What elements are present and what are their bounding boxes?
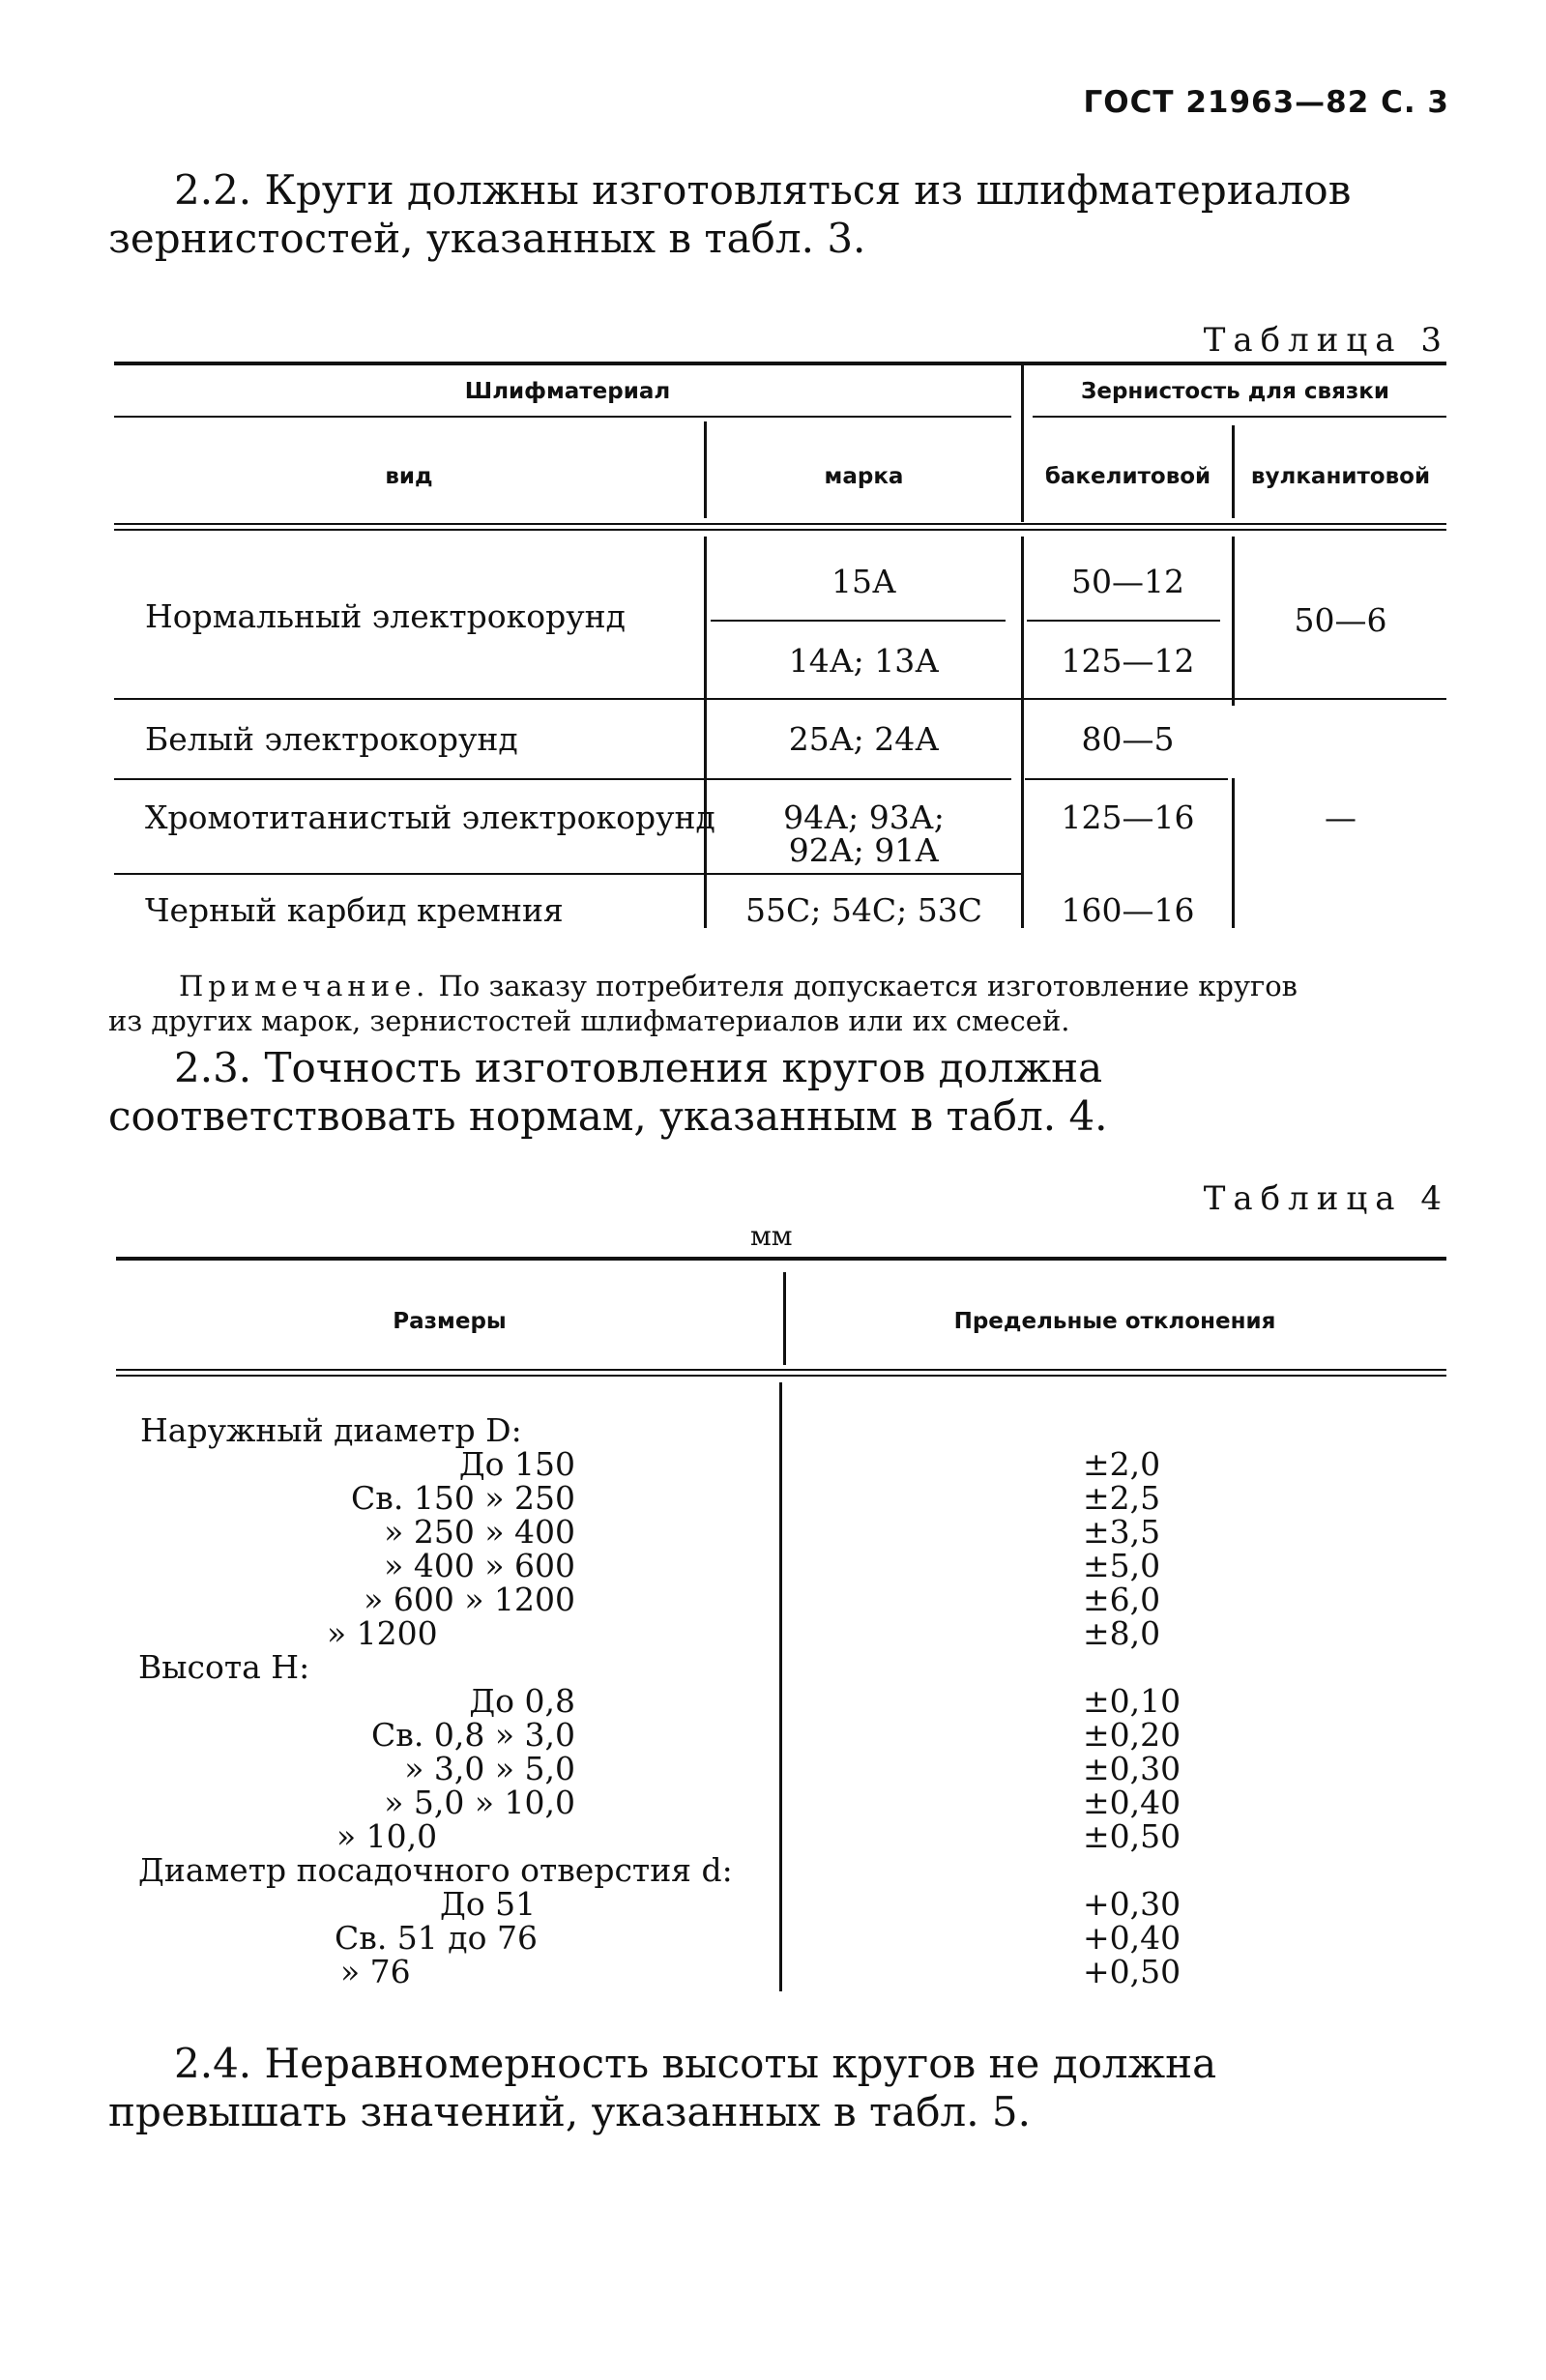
- table4-size: » 5,0 » 10,0: [384, 1784, 575, 1821]
- page-header: ГОСТ 21963—82 С. 3: [1083, 85, 1449, 120]
- table3-row3-grade-l2: 92А; 91А: [788, 831, 940, 869]
- table3-row2-bak: 80—5: [1081, 720, 1175, 758]
- table3-row1-bak2: 125—12: [1061, 642, 1195, 680]
- table3-row3-grade-l1: 94А; 93А;: [783, 798, 945, 836]
- table4-size: Св. 150 » 250: [351, 1479, 575, 1517]
- table4-group-diameter: Наружный диаметр D:: [140, 1411, 522, 1449]
- table3-note: [108, 969, 1443, 1038]
- table4-dev: +0,30: [1083, 1885, 1181, 1923]
- table3-head-material: Шлифматериал: [464, 379, 671, 404]
- table4-unit: мм: [750, 1220, 793, 1252]
- table3-row1-grade1: 15А: [831, 563, 896, 600]
- table4-col-deviation: Предельные отклонения: [953, 1309, 1276, 1334]
- table4-group-height: Высота H:: [138, 1648, 310, 1686]
- note-line2: из других марок, зернистостей шлифматериалов или их смесей.: [108, 1004, 1070, 1037]
- table4-size: До 0,8: [469, 1682, 575, 1720]
- table4-size: » 76: [340, 1953, 411, 1990]
- table4-dev: ±5,0: [1083, 1547, 1161, 1584]
- table4-dev: ±8,0: [1083, 1614, 1161, 1652]
- table4-size: » 1200: [327, 1614, 438, 1652]
- table4-dev: ±0,40: [1083, 1784, 1181, 1821]
- table3-row4-bak: 160—16: [1061, 891, 1195, 929]
- table3-col-type: вид: [385, 464, 433, 489]
- table3-col-grade: марка: [824, 464, 904, 489]
- table3-row1-grade2: 14А; 13А: [788, 642, 940, 680]
- table4-dev: ±3,5: [1083, 1513, 1161, 1551]
- table3-row3-type: Хромотитанистый электрокорунд: [145, 798, 715, 836]
- table3-row2-type: Белый электрокорунд: [145, 720, 518, 758]
- table4-size: » 600 » 1200: [364, 1581, 575, 1618]
- paragraph-2-2: 2.2. Круги должны изготовляться из шлифматериалов зернистостей, указанных в табл. 3.: [108, 166, 1352, 262]
- table3-row1-vulcanite: 50—6: [1294, 601, 1387, 639]
- table4-dev: ±0,50: [1083, 1817, 1181, 1855]
- table3-col-bakelite: бакелитовой: [1044, 464, 1211, 489]
- table3-row1-type: Нормальный электрокорунд: [145, 597, 626, 635]
- table4-size: Св. 0,8 » 3,0: [371, 1716, 575, 1754]
- table4-dev: ±0,30: [1083, 1750, 1181, 1787]
- table4-size: До 51: [440, 1885, 537, 1923]
- table3-caption: Таблица 3: [1203, 321, 1449, 360]
- table4-size: » 10,0: [336, 1817, 438, 1855]
- table4-dev: ±2,0: [1083, 1445, 1161, 1483]
- table4-size: » 3,0 » 5,0: [404, 1750, 575, 1787]
- table3-row2-grade: 25А; 24А: [788, 720, 940, 758]
- note-label: Примечание.: [179, 970, 430, 1002]
- table3-row4-type: Черный карбид кремния: [145, 891, 564, 929]
- table4-dev: ±2,5: [1083, 1479, 1161, 1517]
- table4-dev: +0,40: [1083, 1919, 1181, 1957]
- table3-row1-bak1: 50—12: [1071, 563, 1184, 600]
- paragraph-2-3: 2.3. Точность изготовления кругов должна соответствовать нормам, указанным в табл. 4.: [108, 1044, 1108, 1140]
- table4-size: » 250 » 400: [384, 1513, 575, 1551]
- table4-caption: Таблица 4: [1203, 1179, 1449, 1218]
- table4-dev: ±6,0: [1083, 1581, 1161, 1618]
- table3-col-vulcanite: вулканитовой: [1250, 464, 1431, 489]
- table4-dev: ±0,20: [1083, 1716, 1181, 1754]
- table3-head-grain: Зернистость для связки: [1081, 379, 1389, 404]
- table4-col-sizes: Размеры: [393, 1309, 507, 1334]
- table4-size: Св. 51 до 76: [335, 1919, 538, 1957]
- note-line1: По заказу потребителя допускается изготовление кругов: [438, 970, 1298, 1002]
- table4-group-bore: Диаметр посадочного отверстия d:: [138, 1851, 733, 1889]
- table3-row4-grade: 55С; 54С; 53С: [745, 891, 982, 929]
- paragraph-2-4: 2.4. Неравномерность высоты кругов не должна превышать значений, указанных в табл. 5.: [108, 2040, 1217, 2135]
- table4-dev: +0,50: [1083, 1953, 1181, 1990]
- table4-size: » 400 » 600: [384, 1547, 575, 1584]
- table3-row3-vulcanite: —: [1325, 798, 1356, 836]
- table4-dev: ±0,10: [1083, 1682, 1181, 1720]
- table4-size: До 150: [458, 1445, 575, 1483]
- table3-row3-bak: 125—16: [1061, 798, 1195, 836]
